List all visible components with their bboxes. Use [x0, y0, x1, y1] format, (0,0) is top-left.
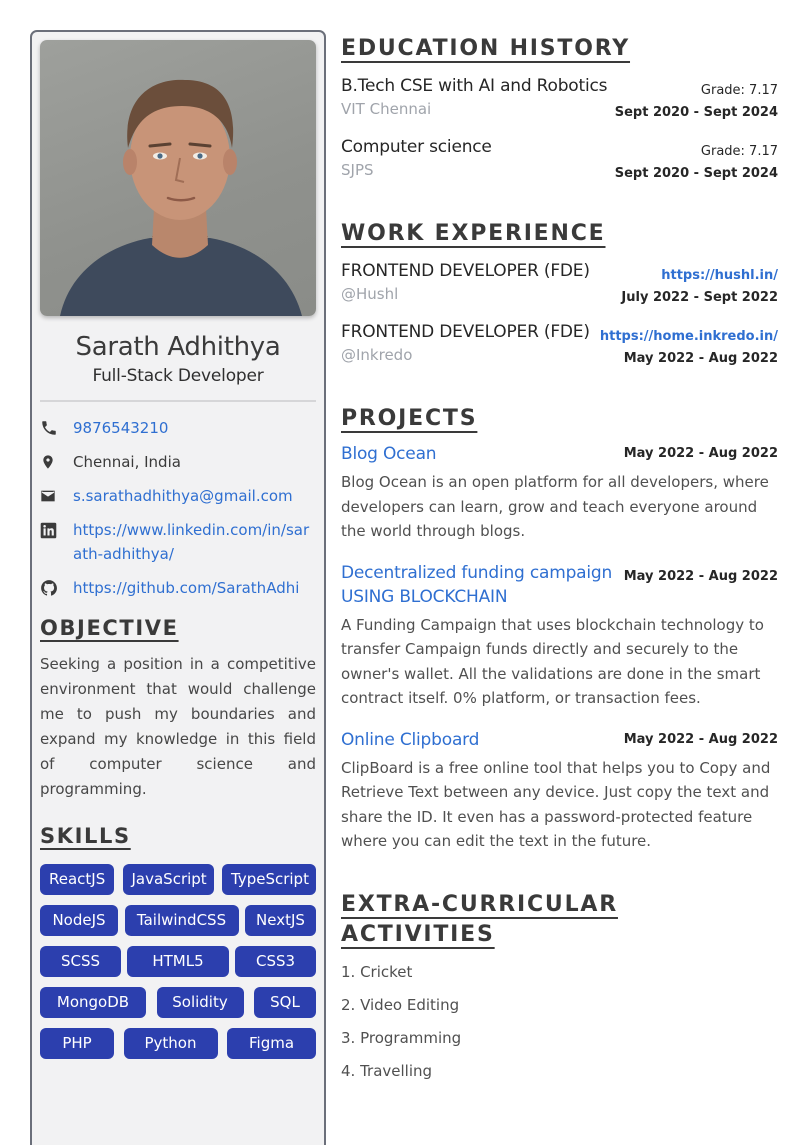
objective-text: Seeking a position in a competitive environment that would challenge me to push my boundaries and expand my knowledge in this field of computer science and programming. [40, 655, 316, 798]
phone-icon [40, 416, 73, 440]
projects-list [341, 442, 778, 854]
skills-list [40, 864, 316, 1059]
skill-badge: MongoDB [40, 987, 146, 1018]
list-item: 3. Programming [341, 1028, 462, 1047]
project-period: May 2022 - Aug 2022 [623, 568, 778, 584]
work-list [341, 259, 778, 370]
education-period: Sept 2020 - Sept 2024 [614, 166, 778, 181]
linkedin-link[interactable]: https://www.linkedin.com/in/sarath-adhithya/ [73, 521, 310, 563]
work-heading: WORK EXPERIENCE [341, 221, 606, 246]
work-item [341, 259, 778, 309]
skill-badge: SCSS [40, 946, 121, 977]
list-item: 4. Travelling [341, 1061, 433, 1080]
profile-photo [40, 40, 316, 316]
company-name: @Hushl [341, 285, 399, 303]
education-item [341, 135, 778, 185]
company-name: @Inkredo [341, 346, 413, 364]
work-period: July 2022 - Sept 2022 [621, 290, 778, 305]
project-description: Blog Ocean is an open platform for all developers, where developers can learn, grow and teach everyone around the world through blogs. [341, 473, 769, 540]
contact-location [40, 450, 316, 474]
activities-heading: EXTRA-CURRICULAR ACTIVITIES [341, 891, 618, 947]
project-item [341, 442, 778, 544]
education-list [341, 74, 778, 185]
project-title[interactable]: Blog Ocean [341, 444, 437, 464]
objective-heading: OBJECTIVE [40, 616, 179, 640]
contact-github [40, 576, 316, 600]
skill-badge: Python [124, 1028, 218, 1059]
activities-list [341, 956, 778, 1088]
education-heading: EDUCATION HISTORY [341, 36, 631, 61]
location-text: Chennai, India [73, 453, 181, 471]
contact-list [40, 416, 316, 600]
location-pin-icon [40, 450, 73, 474]
project-period: May 2022 - Aug 2022 [623, 731, 778, 747]
contact-phone [40, 416, 316, 440]
skill-badge: TypeScript [222, 864, 316, 895]
profile-role: Full-Stack Developer [92, 366, 264, 386]
education-item [341, 74, 778, 124]
profile-name: Sarath Adhithya [75, 332, 281, 362]
skill-badge: HTML5 [127, 946, 229, 977]
degree-title: Computer science [341, 137, 492, 157]
education-period: Sept 2020 - Sept 2024 [614, 105, 778, 120]
work-item [341, 320, 778, 370]
email-link[interactable]: s.sarathadhithya@gmail.com [73, 487, 293, 505]
job-title: FRONTEND DEVELOPER (FDE) [341, 322, 590, 342]
project-title[interactable]: Decentralized funding campaign USING BLOCKCHAIN [341, 562, 613, 607]
skill-badge: NextJS [245, 905, 316, 936]
phone-link[interactable]: 9876543210 [73, 419, 169, 437]
skill-badge: Figma [227, 1028, 316, 1059]
linkedin-icon [40, 518, 73, 542]
project-description: A Funding Campaign that uses blockchain technology to transfer Campaign funds directly and securely to the owner's wallet. All the validations are done in the smart contract itself. 0% platform, or transaction fees. [341, 615, 764, 707]
grade-text: Grade: 7.17 [700, 144, 778, 159]
skills-heading: SKILLS [40, 824, 131, 848]
skill-badge: ReactJS [40, 864, 114, 895]
email-icon [40, 484, 73, 508]
divider [40, 400, 316, 402]
project-item [341, 561, 778, 711]
project-title[interactable]: Online Clipboard [341, 729, 480, 750]
skill-badge: CSS3 [235, 946, 316, 977]
skill-badge: TailwindCSS [125, 905, 239, 936]
contact-email [40, 484, 316, 508]
company-link[interactable]: https://home.inkredo.in/ [599, 329, 778, 344]
project-period: May 2022 - Aug 2022 [623, 446, 778, 461]
github-icon [40, 576, 73, 600]
list-item: 2. Video Editing [341, 995, 460, 1014]
contact-linkedin [40, 518, 316, 566]
school-name: SJPS [341, 161, 374, 179]
degree-title: B.Tech CSE with AI and Robotics [341, 76, 608, 96]
skill-badge: JavaScript [123, 864, 214, 895]
job-title: FRONTEND DEVELOPER (FDE) [341, 261, 590, 281]
grade-text: Grade: 7.17 [700, 83, 778, 98]
project-item [341, 728, 778, 854]
company-link[interactable]: https://hushl.in/ [661, 268, 778, 283]
project-description: ClipBoard is a free online tool that helps you to Copy and Retrieve Text between any device. Just copy the text and share the ID. It even has a password-protected feature where you can edit the text in the future. [341, 758, 771, 850]
main-content [341, 34, 778, 1088]
skill-badge: Solidity [157, 987, 244, 1018]
work-period: May 2022 - Aug 2022 [623, 351, 778, 366]
school-name: VIT Chennai [341, 100, 432, 118]
github-link[interactable]: https://github.com/SarathAdhi [73, 579, 300, 597]
skill-badge: NodeJS [40, 905, 118, 936]
skill-badge: PHP [40, 1028, 114, 1059]
skill-badge: SQL [254, 987, 316, 1018]
projects-heading: PROJECTS [341, 406, 478, 431]
sidebar [30, 30, 326, 1145]
list-item: 1. Cricket [341, 962, 413, 981]
